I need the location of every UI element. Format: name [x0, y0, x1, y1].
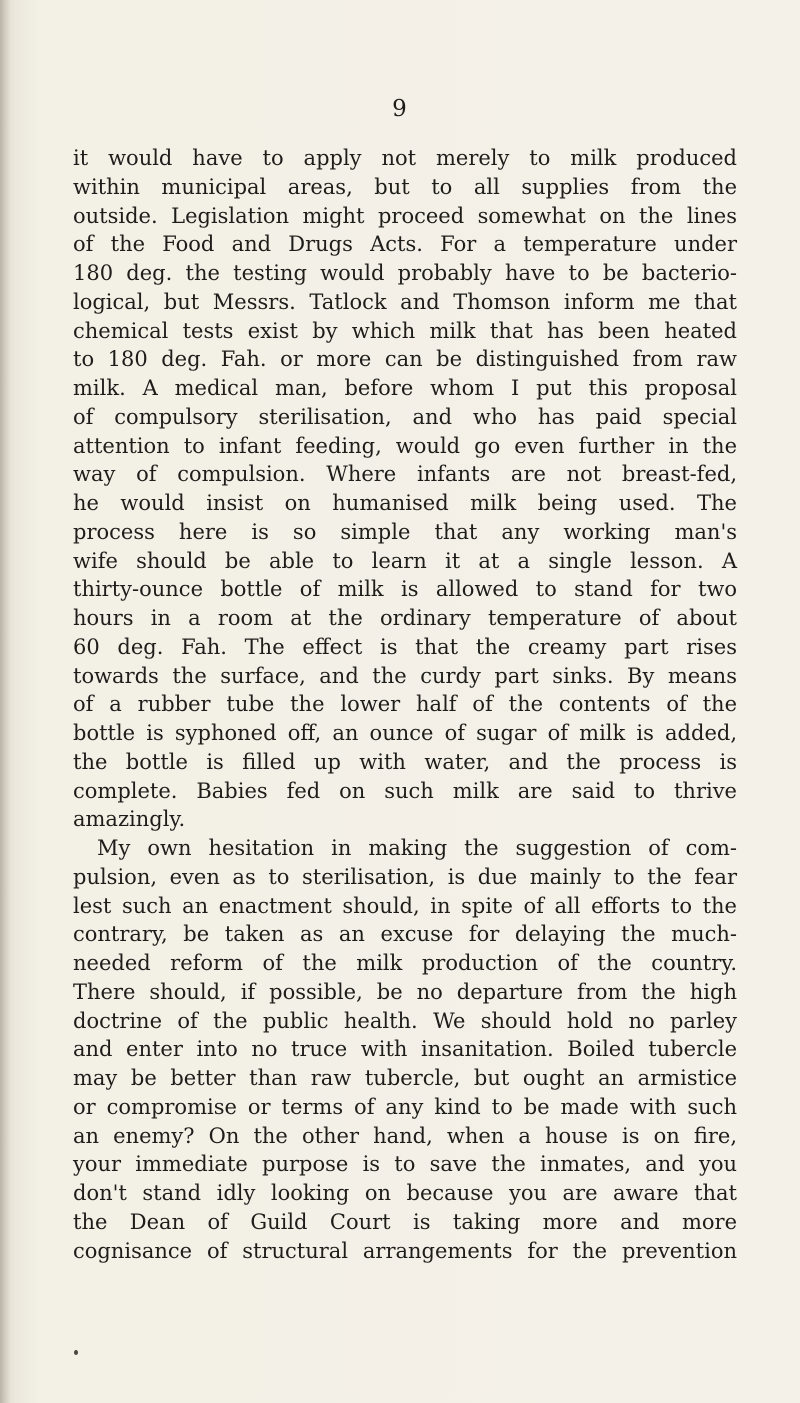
- text-line: to 180 deg. Fah. or more can be distinguished from raw: [73, 347, 737, 372]
- text-line: attention to infant feeding, would go even further in the: [73, 433, 737, 458]
- text-line: an enemy? On the other hand, when a house is on fire,: [73, 1123, 737, 1148]
- text-line: There should, if possible, be no departure from the high: [73, 979, 737, 1004]
- text-line: towards the surface, and the curdy part sinks. By means: [73, 663, 737, 688]
- text-line: amazingly.: [73, 807, 186, 832]
- text-line: bottle is syphoned off, an ounce of sugar of milk is added,: [73, 721, 737, 745]
- ink-speck: [74, 1350, 78, 1355]
- paragraph-start-line: My own hesitation in making the suggestion of com-: [97, 836, 737, 860]
- text-line: the bottle is filled up with water, and the process is: [73, 749, 737, 774]
- body-text: [73, 144, 737, 1265]
- text-line: outside. Legislation might proceed somewhat on the lines: [73, 203, 737, 228]
- page-number: 9: [392, 96, 408, 122]
- text-line: of the Food and Drugs Acts. For a temperature under: [73, 232, 737, 257]
- text-line: milk. A medical man, before whom I put this proposal: [73, 376, 737, 400]
- text-line: wife should be able to learn it at a single lesson. A: [73, 548, 737, 573]
- text-line: chemical tests exist by which milk that has been heated: [73, 318, 737, 343]
- text-line: needed reform of the milk production of the country.: [73, 951, 737, 975]
- page-gutter-shadow: [0, 0, 10, 1403]
- text-line: cognisance of structural arrangements for the prevention: [73, 1238, 737, 1263]
- text-line: 60 deg. Fah. The effect is that the creamy part rises: [73, 634, 737, 659]
- text-line: your immediate purpose is to save the inmates, and you: [73, 1152, 737, 1177]
- text-line: within municipal areas, but to all supplies from the: [73, 174, 737, 199]
- text-line: 180 deg. the testing would probably have to be bacterio-: [73, 261, 737, 285]
- text-line: process here is so simple that any working man's: [73, 519, 737, 544]
- text-line: logical, but Messrs. Tatlock and Thomson inform me that: [73, 289, 737, 314]
- text-line: the Dean of Guild Court is taking more and more: [73, 1209, 737, 1234]
- text-line: or compromise or terms of any kind to be made with such: [73, 1094, 737, 1119]
- text-line: it would have to apply not merely to milk produced: [73, 146, 737, 170]
- text-line: doctrine of the public health. We should hold no parley: [73, 1008, 737, 1033]
- text-line: pulsion, even as to sterilisation, is due mainly to the fear: [73, 864, 737, 889]
- text-line: hours in a room at the ordinary temperature of about: [73, 606, 737, 630]
- text-line: don't stand idly looking on because you are aware that: [73, 1181, 737, 1205]
- text-line: contrary, be taken as an excuse for delaying the much-: [73, 922, 737, 947]
- text-line: lest such an enactment should, in spite of all efforts to the: [73, 893, 737, 918]
- text-line: of a rubber tube the lower half of the contents of the: [73, 692, 737, 717]
- text-line: he would insist on humanised milk being used. The: [73, 491, 737, 515]
- text-line: of compulsory sterilisation, and who has paid special: [73, 404, 737, 429]
- text-line: thirty-ounce bottle of milk is allowed to stand for two: [73, 577, 737, 602]
- text-line: and enter into no truce with insanitation. Boiled tubercle: [73, 1037, 737, 1062]
- text-line: complete. Babies fed on such milk are said to thrive: [73, 778, 737, 803]
- text-line: may be better than raw tubercle, but ought an armistice: [73, 1066, 737, 1090]
- text-line: way of compulsion. Where infants are not breast-fed,: [73, 462, 737, 487]
